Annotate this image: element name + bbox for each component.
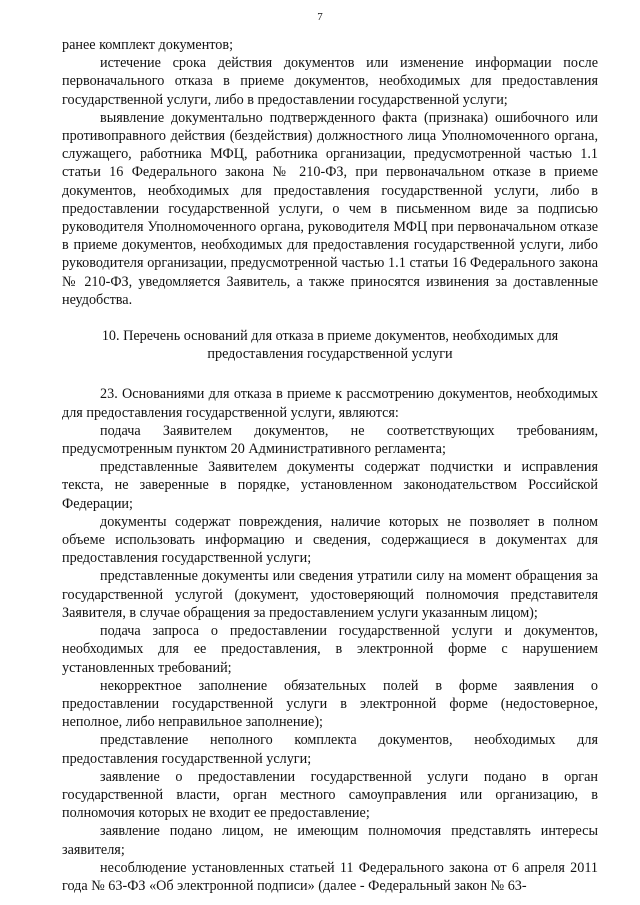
paragraph: документы содержат повреждения, наличие которых не позволяет в полном объеме использовать информацию и сведения, содержащиеся в документах для предоставления государственной услуги; bbox=[62, 513, 598, 567]
section-heading: 10. Перечень оснований для отказа в приеме документов, необходимых для предоставления государственной услуги bbox=[101, 328, 559, 363]
paragraph: подача Заявителем документов, не соответствующих требованиям, предусмотренным пунктом 20 Административного регламента; bbox=[62, 422, 598, 458]
paragraph: истечение срока действия документов или изменение информации после первоначального отказа в приеме документов, необходимых для предоставления государственной услуги, либо в предоставлении государственной услуги; bbox=[62, 55, 598, 108]
paragraph: заявление подано лицом, не имеющим полномочия представлять интересы заявителя; bbox=[62, 823, 598, 858]
paragraph: 23. Основаниями для отказа в приеме к рассмотрению документов, необходимых для предоставления государственной услуги, являются: bbox=[62, 386, 598, 421]
page-number: 7 bbox=[317, 11, 323, 23]
document-body bbox=[62, 36, 598, 895]
paragraph: заявление о предоставлении государственной услуги подано в орган государственной власти, орган местного самоуправления или организацию, в полномочия которых не входит ее предоставление; bbox=[62, 768, 598, 822]
paragraph: представленные документы или сведения утратили силу на момент обращения за государственной услугой (документ, удостоверяющий полномочия представителя Заявителя, в случае обращения за предоставлением услуги указанным лицом); bbox=[62, 568, 598, 621]
paragraph: некорректное заполнение обязательных полей в форме заявления о предоставлении государственной услуги в электронной форме (недостоверное, неполное, либо неправильное заполнение); bbox=[62, 677, 598, 731]
paragraph: несоблюдение установленных статьей 11 Федерального закона от 6 апреля 2011 года № 63-ФЗ «Об электронной подписи» (далее - Федеральный закон № 63- bbox=[62, 859, 598, 894]
paragraph: ранее комплект документов; bbox=[62, 37, 234, 53]
paragraph: подача запроса о предоставлении государственной услуги и документов, необходимых для ее предоставления, в электронной форме с нарушением установленных требований; bbox=[62, 623, 598, 676]
paragraph: выявление документально подтвержденного факта (признака) ошибочного или противоправного действия (бездействия) должностного лица Уполномоченного органа, служащего, работника МФЦ, работника организации, предусмотренной частью 1.1 статьи 16 Федерального закона № 210-ФЗ, при первоначальном отказе в приеме документов, необходимых для предоставления государственной услуги, либо в предоставлении государственной услуги, о чем в письменном виде за подписью руководителя Уполномоченного органа, руководителя МФЦ при первоначальном отказе в приеме документов, необходимых для предоставления государственной услуги, либо руководителя организации, предусмотренной частью 1.1 статьи 16 Федерального закона № 210-ФЗ, уведомляется Заявитель, а также приносятся извинения за доставленные неудобства. bbox=[62, 109, 598, 308]
paragraph: представленные Заявителем документы содержат подчистки и исправления текста, не заверенные в порядке, установленном законодательством Российской Федерации; bbox=[62, 459, 598, 512]
paragraph: представление неполного комплекта документов, необходимых для предоставления государственной услуги; bbox=[62, 732, 598, 767]
